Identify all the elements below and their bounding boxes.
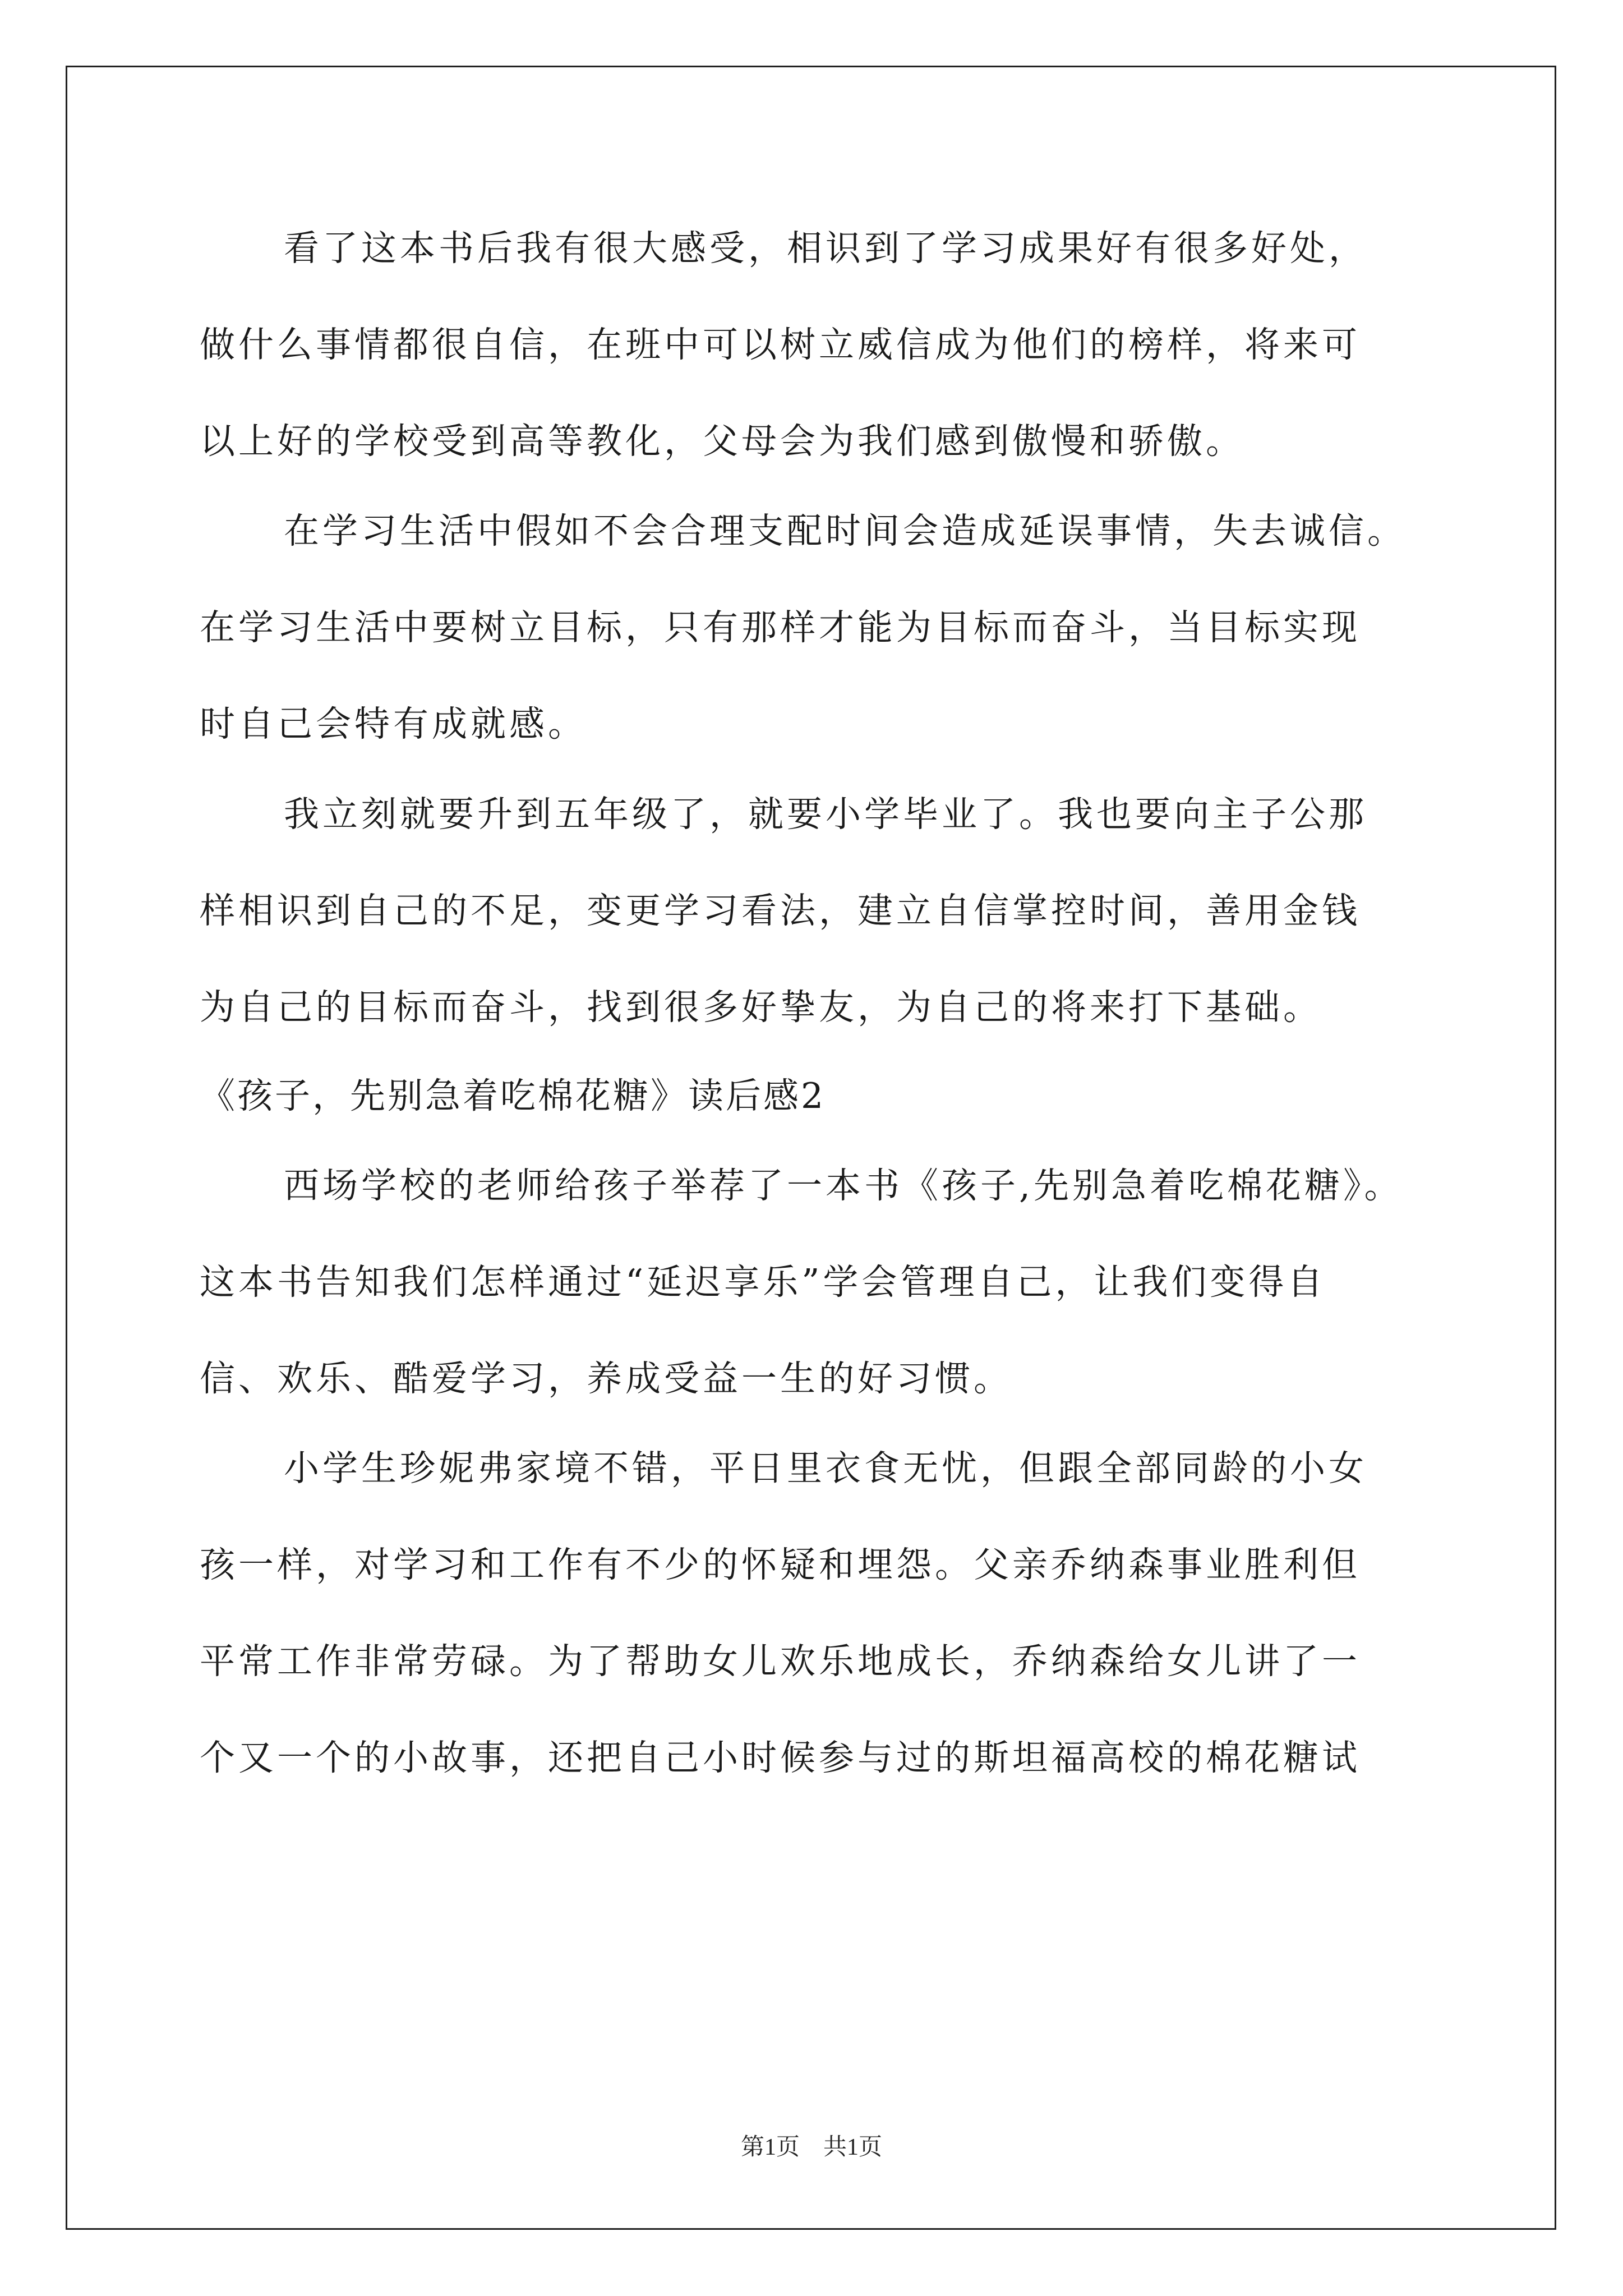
text-line: 样相识到自己的不足，变更学习看法，建立自信掌控时间，善用金钱	[200, 890, 1361, 931]
text-line: 在学习生活中要树立目标，只有那样才能为目标而奋斗，当目标实现	[200, 607, 1361, 648]
text-line: 以上好的学校受到高等教化，父母会为我们感到傲慢和骄傲。	[200, 421, 1244, 462]
page-footer: 第1页 共1页	[740, 2134, 882, 2160]
text-line: 信、欢乐、酷爱学习，养成受益一生的好习惯。	[200, 1358, 1012, 1399]
text-line: 这本书告知我们怎样通过“延迟享乐”学会管理自己，让我们变得自	[200, 1262, 1326, 1303]
text-line: 时自己会特有成就感。	[200, 703, 587, 744]
text-line: 看了这本书后我有很大感受，相识到了学习成果好有很多好处，	[284, 228, 1367, 269]
text-line: 小学生珍妮弗家境不错，平日里衣食无忧，但跟全部同龄的小女	[284, 1448, 1367, 1489]
text-line: 个又一个的小故事，还把自己小时候参与过的斯坦福高校的棉花糖试	[200, 1737, 1361, 1778]
page-border	[66, 66, 1556, 2230]
section-heading: 《孩子，先别急着吃棉花糖》读后感2	[200, 1075, 826, 1116]
text-line: 做什么事情都很自信，在班中可以树立威信成为他们的榜样，将来可	[200, 324, 1361, 365]
text-line: 在学习生活中假如不会合理支配时间会造成延误事情，失去诚信。	[284, 510, 1406, 551]
text-line: 我立刻就要升到五年级了，就要小学毕业了。我也要向主子公那	[284, 794, 1367, 835]
text-line: 平常工作非常劳碌。为了帮助女儿欢乐地成长，乔纳森给女儿讲了一	[200, 1641, 1361, 1682]
text-line: 西场学校的老师给孩子举荐了一本书《孩子,先别急着吃棉花糖》。	[284, 1165, 1403, 1206]
text-line: 为自己的目标而奋斗，找到很多好挚友，为自己的将来打下基础。	[200, 987, 1322, 1028]
text-line: 孩一样，对学习和工作有不少的怀疑和埋怨。父亲乔纳森事业胜利但	[200, 1544, 1361, 1585]
